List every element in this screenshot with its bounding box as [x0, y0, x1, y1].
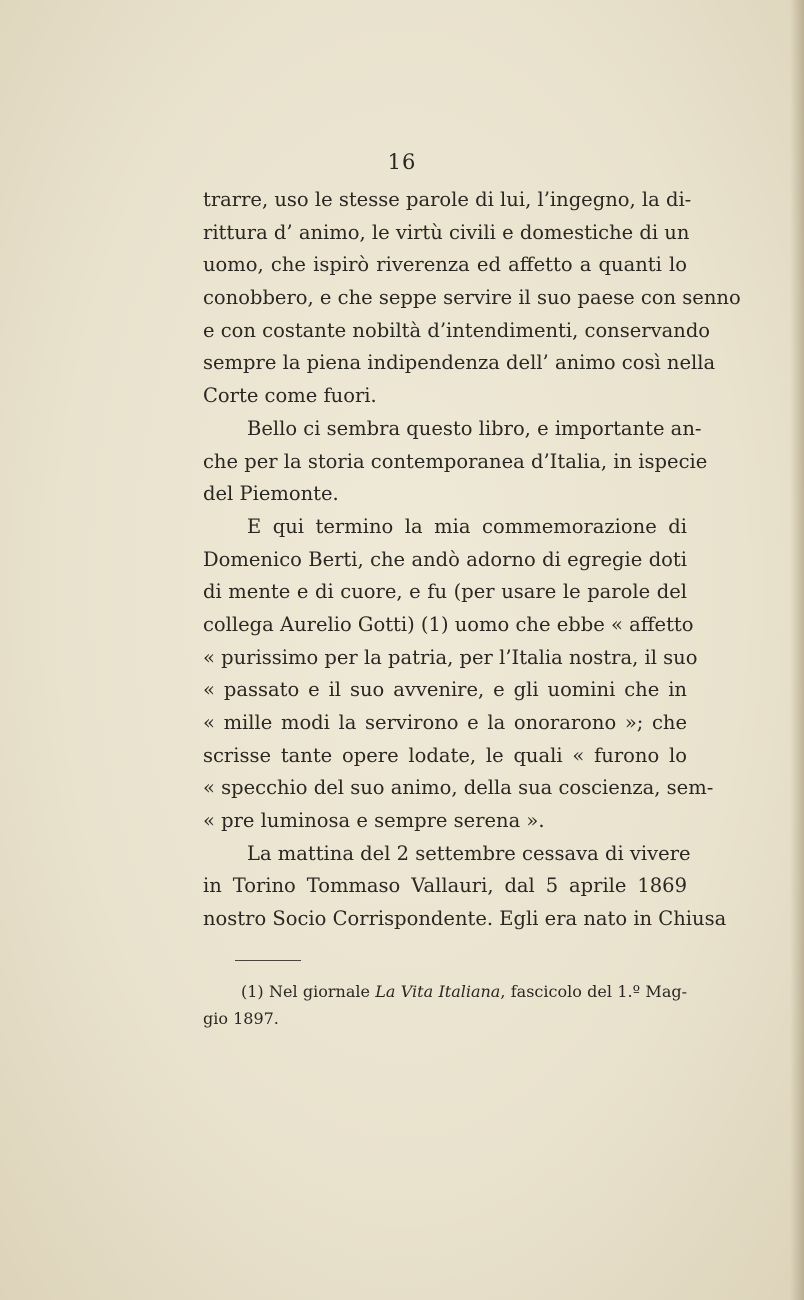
text-line: « purissimo per la patria, per l’Italia nostra, il suo — [203, 645, 698, 669]
text-line: Bello ci sembra questo libro, e importante an- — [247, 416, 702, 440]
text-line: in Torino Tommaso Vallauri, dal 5 aprile 1869 — [203, 874, 687, 898]
text-line: uomo, che ispirò riverenza ed affetto a quanti lo — [203, 253, 687, 277]
text-line: nostro Socio Corrispondente. Egli era nato in Chiusa — [203, 907, 727, 931]
footnote-separator — [235, 960, 301, 961]
text-line: « passato e il suo avvenire, e gli uomini che in — [203, 678, 687, 702]
text-line: scrisse tante opere lodate, le quali « furono lo — [203, 743, 687, 767]
text-line: trarre, uso le stesse parole di lui, l’ingegno, la di- — [203, 188, 692, 211]
text-line: collega Aurelio Gotti) (1) uomo che ebbe « affetto — [203, 612, 694, 636]
footnote-line-1 — [203, 978, 687, 1005]
text-line: Corte come fuori. — [203, 384, 377, 408]
body-text — [203, 184, 741, 936]
text-line: rittura d’ animo, le virtù civili e domestiche di un — [203, 220, 690, 244]
footnote-suffix: , fascicolo del 1.º Mag- — [500, 982, 688, 1001]
page-number: 16 — [387, 150, 417, 174]
footnote-journal-title: La Vita Italiana — [375, 982, 501, 1001]
footnote-line-2: gio 1897. — [203, 1009, 279, 1028]
text-line: « pre luminosa e sempre serena ». — [203, 809, 545, 833]
footnotes — [203, 978, 687, 1032]
text-line: e con costante nobiltà d’intendimenti, conservando — [203, 318, 711, 342]
footnote-1 — [203, 978, 687, 1032]
footnote-prefix: (1) Nel giornale — [241, 982, 376, 1001]
text-line: del Piemonte. — [203, 482, 339, 506]
page-edge-shadow — [790, 0, 804, 1300]
text-line: Domenico Berti, che andò adorno di egregie doti — [203, 547, 687, 571]
text-line: E qui termino la mia commemorazione di — [247, 514, 687, 538]
text-line: sempre la piena indipendenza dell’ animo così nella — [203, 351, 716, 375]
text-line: di mente e di cuore, e fu (per usare le parole del — [203, 580, 687, 604]
text-line: conobbero, e che seppe servire il suo paese con senno — [203, 286, 741, 310]
text-line: « mille modi la servirono e la onorarono »; che — [203, 711, 687, 734]
text-line: che per la storia contemporanea d’Italia, in ispecie — [203, 449, 708, 473]
text-line: « specchio del suo animo, della sua coscienza, sem- — [203, 776, 714, 800]
text-line: La mattina del 2 settembre cessava di vivere — [247, 841, 691, 865]
